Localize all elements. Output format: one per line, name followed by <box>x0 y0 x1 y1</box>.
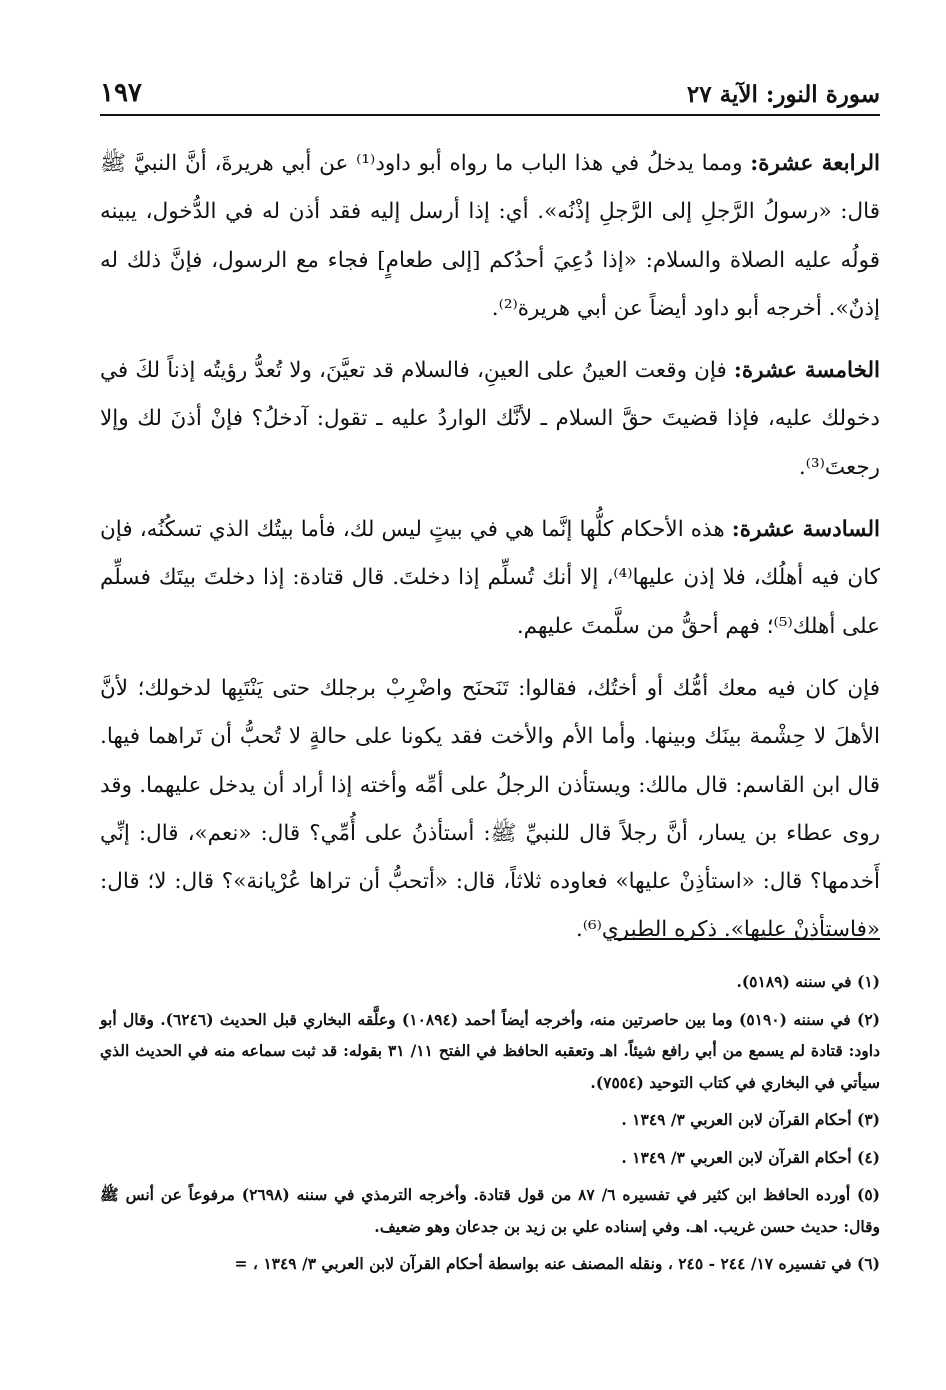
paragraph-text: فإن وقعت العينُ على العينِ، فالسلام قد تعيَّنَ، ولا تُعدُّ رؤيتُه إذناً لكَ في دخولك عليه، فإذا قضيتَ حقَّ السلام ـ لأنَّك الواردُ عليه ـ تقول: آدخلُ؟ فإنْ أذنَ لك وإلا رجعتَ⁽³⁾. <box>100 358 880 480</box>
paragraph-text: فإن كان فيه معك أمُّك أو أختُك، فقالوا: تَنَحنَح واضْرِبْ برجلك حتى يَنْتَبِها لدخولك؛ لأنَّ الأهلَ لا حِشْمة بينَك وبينها. وأما الأم والأخت فقد يكونا على حالةٍ لا تُحبُّ أن تَراهما فيها. قال ابن القاسم: قال مالك: ويستأذن الرجلُ على أمِّه وأخته إذا أراد أن يدخل عليهما. وقد روى عطاء بن يسار، أنَّ رجلاً قال للنبيِّ ﷺ: أستأذنُ على أُمِّي؟ قال: «نعم»، قال: إنِّي أَخدمها؟ قال: «استأذِنْ عليها» فعاوده ثلاثاً، قال: «أتحبُّ أن تراها عُرْيانة»؟ قال: لا؛ قال: «فاستأذِنْ عليها». ذكره الطبري⁽⁶⁾. <box>100 675 880 943</box>
page-number: ١٩٧ <box>100 78 142 108</box>
main-text <box>100 140 880 969</box>
page-header <box>100 66 880 116</box>
paragraph-label: الرابعة عشرة: <box>750 151 881 176</box>
paragraph-label: الخامسة عشرة: <box>733 358 880 384</box>
paragraph-16 <box>100 506 880 651</box>
footnote-6: (٦) في تفسيره ١٧/ ٢٤٤ - ٢٤٥ ، ونقله المصنف عنه بواسطة أحكام القرآن لابن العربي ٣/ ١٣٤٩ ، = <box>234 1254 880 1273</box>
footnotes <box>100 966 880 1286</box>
footnote-2: (٢) في سننه (٥١٩٠) وما بين حاصرتين منه، وأخرجه أيضاً أحمد (١٠٨٩٤) وعلَّقه البخاري قبل الحديث (٦٢٤٦). وقال أبو داود: قتادة لم يسمع من أبي رافع شيئاً. اهـ وتعقبه الحافظ في الفتح ١١/ ٣١ بقوله: قد ثبت سماعه منه في الحديث الذي سيأتي في البخاري في كتاب التوحيد (٧٥٥٤). <box>100 1009 881 1092</box>
paragraph-text: هذه الأحكام كلُّها إنَّما هي في بيتٍ ليس لك، فأما بيتُك الذي تسكُنُه، فإن كان فيه أهلُك، فلا إذن عليها⁽⁴⁾، إلا أنك تُسلِّم إذا دخلتَ. قال قتادة: إذا دخلتَ بيتَك فسلِّم على أهلك⁽⁵⁾؛ فهم أحقُّ من سلَّمتَ عليهم. <box>100 517 880 639</box>
footnote-4: (٤) أحكام القرآن لابن العربي ٣/ ١٣٤٩ . <box>621 1147 880 1167</box>
footnote-3: (٣) أحكام القرآن لابن العربي ٣/ ١٣٤٩ . <box>621 1110 880 1129</box>
paragraph-15 <box>100 347 880 492</box>
footnote-5: (٥) أورده الحافظ ابن كثير في تفسيره ٦/ ٨٧ من قول قتادة. وأخرجه الترمذي في سننه (٢٦٩٨) مرفوعاً عن أنس ﷺ وقال: حديث حسن غريب. اهـ. وفي إسناده علي بن زيد بن جدعان وهو ضعيف. <box>100 1185 880 1236</box>
paragraph-label: السادسة عشرة: <box>731 517 880 543</box>
footnote-1: (١) في سننه (٥١٨٩). <box>736 972 880 991</box>
paragraph-14 <box>100 140 880 333</box>
paragraph-text: ومما يدخلُ في هذا الباب ما رواه أبو داود⁽¹⁾ عن أبي هريرةَ، أنَّ النبيَّ ﷺ قال: «رسولُ الرَّجلِ إلى الرَّجلِ إذْنُه». أي: إذا أرسل إليه فقد أذن له في الدُّخول، يبينه قولُه عليه الصلاة والسلام: «إذا دُعِيَ أحدُكم [إلى طعامٍ] فجاء مع الرسول، فإنَّ ذلك له إذنٌ». أخرجه أبو داود أيضاً عن أبي هريرة⁽²⁾. <box>100 151 880 321</box>
paragraph-continuation <box>100 665 880 955</box>
footnote-separator <box>614 938 880 940</box>
running-title: سورة النور: الآية ٢٧ <box>686 81 880 108</box>
